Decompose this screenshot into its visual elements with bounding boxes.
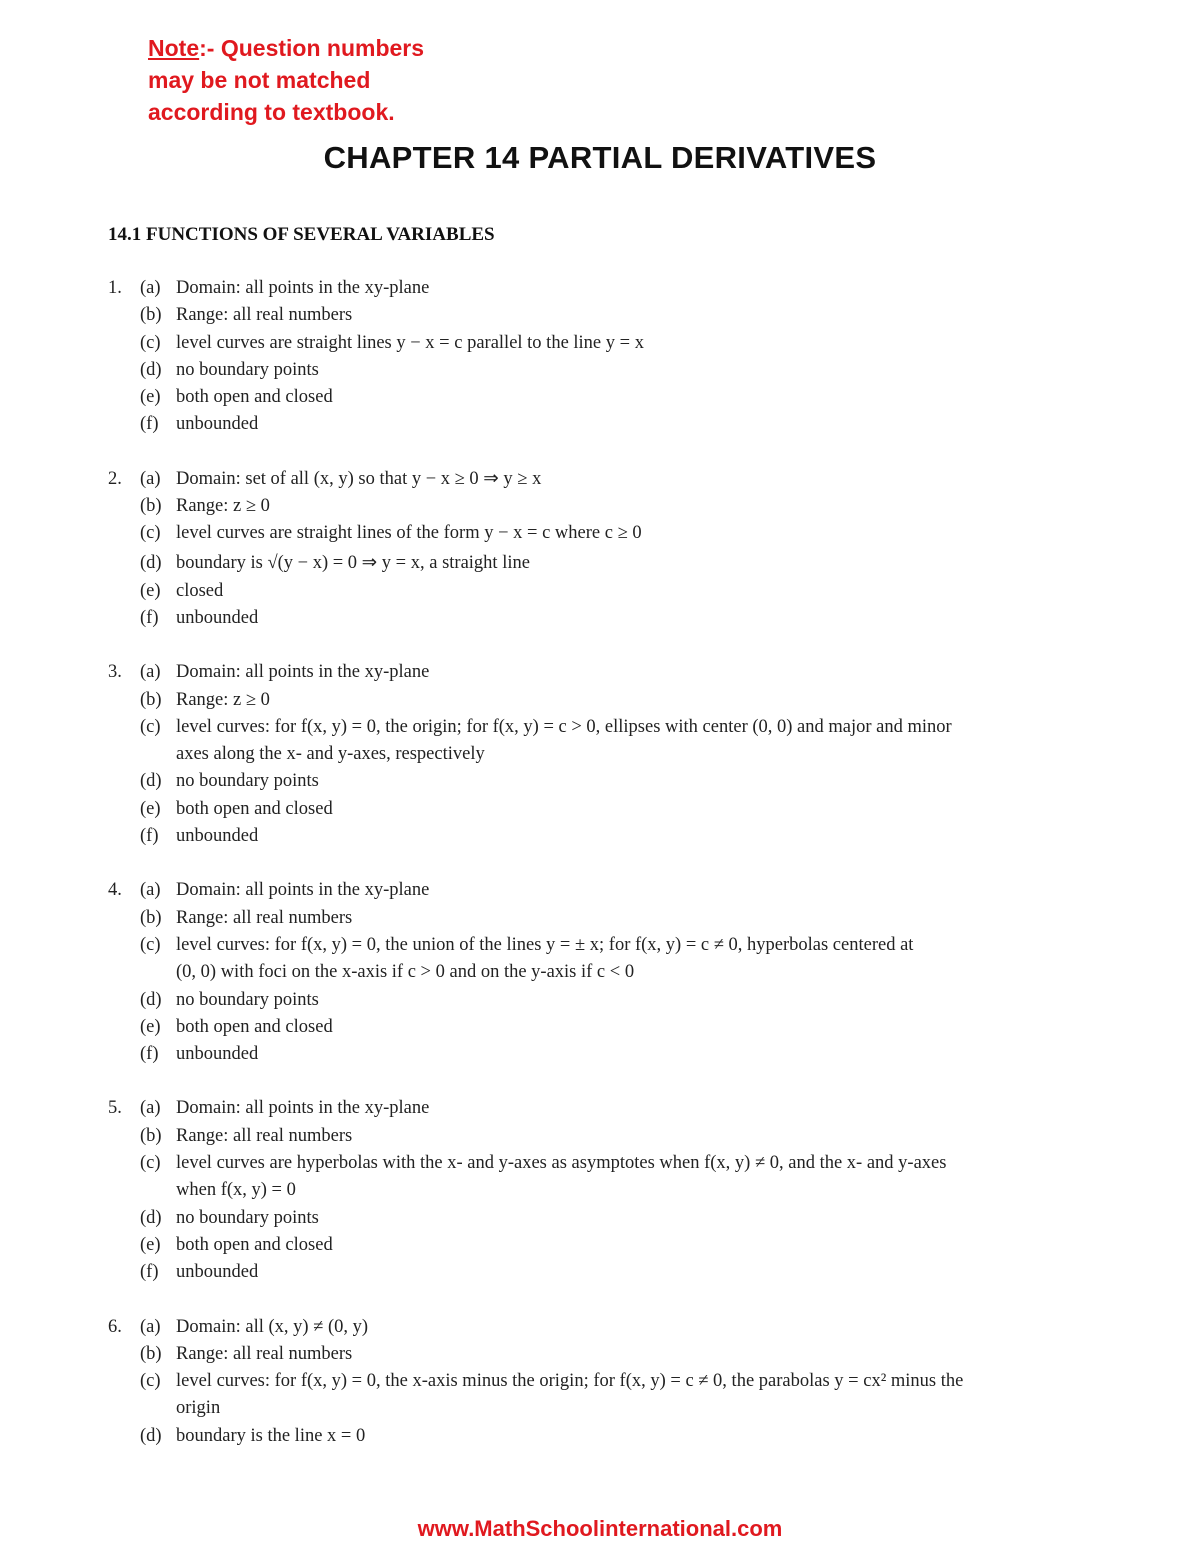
part-text: Domain: all points in the xy-plane xyxy=(176,662,430,683)
problem-number xyxy=(108,1423,140,1450)
part-label: (d) xyxy=(140,771,162,792)
problem-number xyxy=(108,1259,140,1286)
problem-part xyxy=(108,1368,1068,1395)
part-text: Domain: all points in the xy-plane xyxy=(176,880,430,901)
problem-number xyxy=(108,1150,140,1177)
problem-number: 4. xyxy=(108,880,122,901)
part-text: both open and closed xyxy=(176,1234,333,1255)
problem-part xyxy=(108,275,1068,302)
problem-part xyxy=(108,932,1068,959)
part-label: (e) xyxy=(140,798,161,819)
part-label: (f) xyxy=(140,414,159,435)
problem-number xyxy=(108,330,140,357)
chapter-title: CHAPTER 14 PARTIAL DERIVATIVES xyxy=(323,140,877,175)
problem-number: 6. xyxy=(108,1316,122,1337)
problem-part xyxy=(108,877,1068,904)
problem-number xyxy=(108,959,140,986)
problem-number xyxy=(108,1205,140,1232)
part-text: when f(x, y) = 0 xyxy=(176,1180,296,1201)
part-label: (f) xyxy=(140,1262,159,1283)
note-line-1 xyxy=(148,32,424,64)
problem-part xyxy=(108,578,1068,605)
part-label: (a) xyxy=(140,662,161,683)
part-text: Range: all real numbers xyxy=(176,1125,353,1146)
part-text: unbounded xyxy=(176,1262,259,1283)
part-label: (f) xyxy=(140,607,159,628)
part-label: (a) xyxy=(140,1098,161,1119)
problem-number xyxy=(108,384,140,411)
problem-part xyxy=(108,1177,1068,1204)
part-label: (e) xyxy=(140,580,161,601)
part-text: origin xyxy=(176,1398,221,1419)
problem-part xyxy=(108,1423,1068,1450)
problem-part xyxy=(108,1314,1068,1341)
problem-4 xyxy=(108,877,1068,1068)
problem-part xyxy=(108,605,1068,632)
part-label: (d) xyxy=(140,552,162,573)
part-label: (f) xyxy=(140,826,159,847)
problem-2 xyxy=(108,466,1068,632)
part-label: (c) xyxy=(140,716,161,737)
problem-3 xyxy=(108,659,1068,850)
problem-number xyxy=(108,1177,140,1204)
problem-part xyxy=(108,357,1068,384)
part-text: boundary is the line x = 0 xyxy=(176,1425,366,1446)
part-text: unbounded xyxy=(176,826,259,847)
part-text: both open and closed xyxy=(176,387,333,408)
part-label: (e) xyxy=(140,1016,161,1037)
part-text: Domain: all points in the xy-plane xyxy=(176,1098,430,1119)
problem-number xyxy=(108,493,140,520)
part-label: (d) xyxy=(140,989,162,1010)
problem-part xyxy=(108,768,1068,795)
problem-number xyxy=(108,1014,140,1041)
problem-number xyxy=(108,411,140,438)
part-label: (b) xyxy=(140,305,162,326)
part-text: Range: z ≥ 0 xyxy=(176,496,270,517)
problem-number: 5. xyxy=(108,1098,122,1119)
part-label: (b) xyxy=(140,1343,162,1364)
problem-part xyxy=(108,905,1068,932)
problem-part xyxy=(108,384,1068,411)
problem-6 xyxy=(108,1314,1068,1450)
problem-part xyxy=(108,959,1068,986)
part-text: Domain: all (x, y) ≠ (0, y) xyxy=(176,1316,369,1337)
part-text: boundary is √(y − x) = 0 ⇒ y = x, a straight line xyxy=(176,552,530,573)
note-line-2: may be not matched xyxy=(148,67,371,93)
part-text: Domain: all points in the xy-plane xyxy=(176,278,430,298)
part-label: (b) xyxy=(140,496,162,517)
problem-number: 1. xyxy=(108,278,122,298)
part-text: level curves: for f(x, y) = 0, the origin; for f(x, y) = c > 0, ellipses with center (0, 0) and major and minor xyxy=(176,716,952,737)
part-text: Range: all real numbers xyxy=(176,1343,353,1364)
part-label: (d) xyxy=(140,1207,162,1228)
problem-list xyxy=(108,275,1068,1477)
part-text: unbounded xyxy=(176,414,259,435)
problem-number xyxy=(108,714,140,741)
problem-part xyxy=(108,1232,1068,1259)
problem-part xyxy=(108,987,1068,1014)
problem-part xyxy=(108,741,1068,768)
part-text: both open and closed xyxy=(176,1016,333,1037)
part-text: unbounded xyxy=(176,607,259,628)
part-label: (d) xyxy=(140,359,162,380)
part-label: (b) xyxy=(140,1125,162,1146)
part-text: Range: all real numbers xyxy=(176,907,353,928)
problem-number xyxy=(108,768,140,795)
problem-part xyxy=(108,1205,1068,1232)
problem-number xyxy=(108,1041,140,1068)
part-label: (e) xyxy=(140,387,161,408)
part-text: no boundary points xyxy=(176,771,319,792)
problem-part xyxy=(108,1095,1068,1122)
part-label: (d) xyxy=(140,1425,162,1446)
part-label: (a) xyxy=(140,278,161,298)
problem-number xyxy=(108,548,140,578)
part-label: (a) xyxy=(140,468,161,489)
part-label: (c) xyxy=(140,934,161,955)
part-label xyxy=(140,1395,176,1422)
part-label: (e) xyxy=(140,1234,161,1255)
problem-5 xyxy=(108,1095,1068,1286)
part-text: no boundary points xyxy=(176,1207,319,1228)
problem-number xyxy=(108,1395,140,1422)
problem-part xyxy=(108,714,1068,741)
part-text: Domain: set of all (x, y) so that y − x ≥ 0 ⇒ y ≥ x xyxy=(176,468,542,489)
problem-number xyxy=(108,302,140,329)
note-line-3: according to textbook. xyxy=(148,99,395,125)
part-text: Range: all real numbers xyxy=(176,305,353,326)
part-text: unbounded xyxy=(176,1044,259,1065)
part-label: (c) xyxy=(140,523,161,544)
problem-number: 2. xyxy=(108,468,122,489)
problem-number xyxy=(108,823,140,850)
section-title: 14.1 FUNCTIONS OF SEVERAL VARIABLES xyxy=(108,224,495,245)
part-label: (b) xyxy=(140,907,162,928)
problem-number xyxy=(108,987,140,1014)
part-label: (c) xyxy=(140,332,161,353)
problem-part xyxy=(108,493,1068,520)
part-text: Range: z ≥ 0 xyxy=(176,689,270,710)
problem-number xyxy=(108,1232,140,1259)
part-text: level curves are hyperbolas with the x- and y-axes as asymptotes when f(x, y) ≠ 0, and the x- and y-axes xyxy=(176,1153,947,1174)
problem-part xyxy=(108,796,1068,823)
part-label: (c) xyxy=(140,1153,161,1174)
note-prefix: Note xyxy=(148,35,200,61)
part-text: level curves are straight lines of the form y − x = c where c ≥ 0 xyxy=(176,523,642,544)
problem-number xyxy=(108,796,140,823)
problem-part xyxy=(108,1123,1068,1150)
problem-part xyxy=(108,687,1068,714)
part-text: level curves: for f(x, y) = 0, the union of the lines y = ± x; for f(x, y) = c ≠ 0, hyperbolas centered at xyxy=(176,934,914,955)
part-label xyxy=(140,741,176,768)
problem-number xyxy=(108,741,140,768)
problem-part xyxy=(108,1341,1068,1368)
problem-number xyxy=(108,1123,140,1150)
problem-part xyxy=(108,1150,1068,1177)
problem-part xyxy=(108,1259,1068,1286)
part-text: level curves: for f(x, y) = 0, the x-axis minus the origin; for f(x, y) = c ≠ 0, the parabolas y = cx² minus the xyxy=(176,1371,964,1392)
part-text: axes along the x- and y-axes, respectively xyxy=(176,744,485,765)
problem-part xyxy=(108,1041,1068,1068)
part-text: both open and closed xyxy=(176,798,333,819)
part-text: no boundary points xyxy=(176,359,319,380)
problem-number xyxy=(108,1341,140,1368)
problem-number: 3. xyxy=(108,662,122,683)
problem-part xyxy=(108,520,1068,547)
part-text: no boundary points xyxy=(176,989,319,1010)
part-label: (a) xyxy=(140,1316,161,1337)
part-label xyxy=(140,1177,176,1204)
problem-number xyxy=(108,1368,140,1395)
problem-number xyxy=(108,605,140,632)
problem-number xyxy=(108,687,140,714)
problem-part xyxy=(108,302,1068,329)
problem-part xyxy=(108,1395,1068,1422)
footer-link[interactable]: www.MathSchoolinternational.com xyxy=(417,1516,783,1541)
note-box xyxy=(148,32,424,128)
problem-number xyxy=(108,578,140,605)
problem-number xyxy=(108,905,140,932)
problem-part xyxy=(108,466,1068,493)
problem-part xyxy=(108,823,1068,850)
part-label: (f) xyxy=(140,1044,159,1065)
problem-part xyxy=(108,411,1068,438)
problem-1 xyxy=(108,275,1068,439)
part-text: (0, 0) with foci on the x-axis if c > 0 and on the y-axis if c < 0 xyxy=(176,962,635,983)
note-line-1-rest: :- Question numbers xyxy=(199,35,425,61)
part-text: level curves are straight lines y − x = c parallel to the line y = x xyxy=(176,332,644,353)
part-label: (b) xyxy=(140,689,162,710)
problem-number xyxy=(108,932,140,959)
problem-part xyxy=(108,1014,1068,1041)
problem-part xyxy=(108,330,1068,357)
problem-number xyxy=(108,357,140,384)
part-label xyxy=(140,959,176,986)
part-label: (c) xyxy=(140,1371,161,1392)
problem-number xyxy=(108,520,140,547)
part-text: closed xyxy=(176,580,224,601)
problem-part xyxy=(108,659,1068,686)
part-label: (a) xyxy=(140,880,161,901)
problem-part xyxy=(108,548,1068,578)
